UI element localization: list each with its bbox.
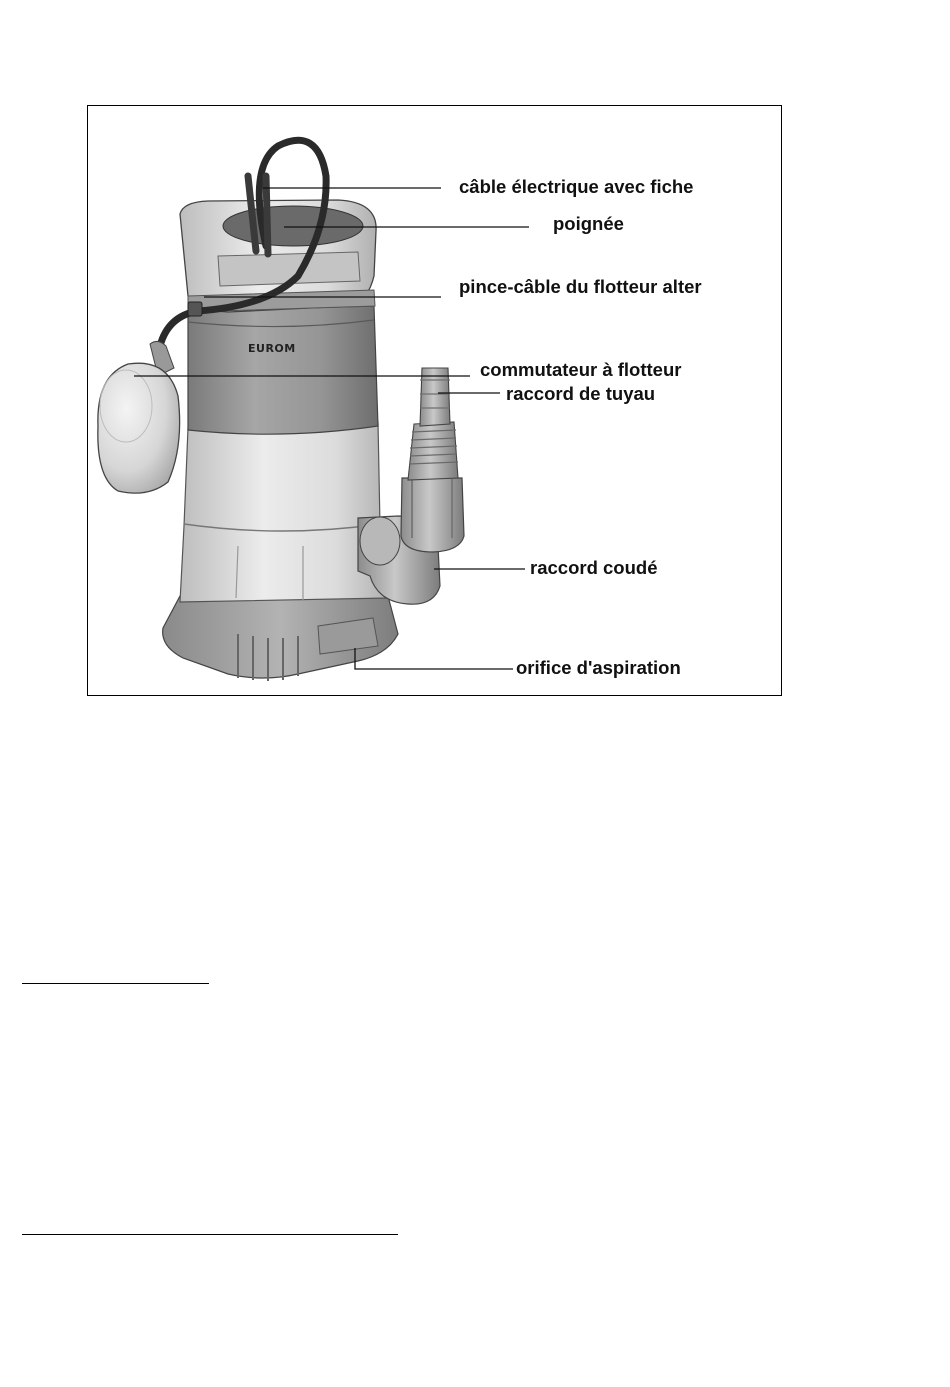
pump-handle-housing [180, 200, 376, 312]
hose-connector-device [408, 368, 458, 480]
label-hose-connector: raccord de tuyau [506, 383, 656, 404]
pump-diagram-frame [87, 105, 782, 696]
section-rule-long [22, 1234, 398, 1235]
label-float-switch: commutateur à flotteur [480, 359, 682, 380]
pump-base [163, 596, 398, 681]
label-handle: poignée [553, 213, 624, 234]
brand-logo: EUROM [248, 342, 296, 355]
pump-lower-housing [180, 422, 388, 602]
label-intake: orifice d'aspiration [516, 657, 681, 678]
label-cable-clip: pince-câble du flotteur alter [459, 276, 702, 297]
section-rule-short [22, 983, 209, 984]
pump-main-body [188, 306, 378, 434]
label-power-cable: câble électrique avec fiche [459, 176, 694, 197]
float-switch-device [98, 341, 180, 493]
label-elbow-connector: raccord coudé [530, 557, 658, 578]
